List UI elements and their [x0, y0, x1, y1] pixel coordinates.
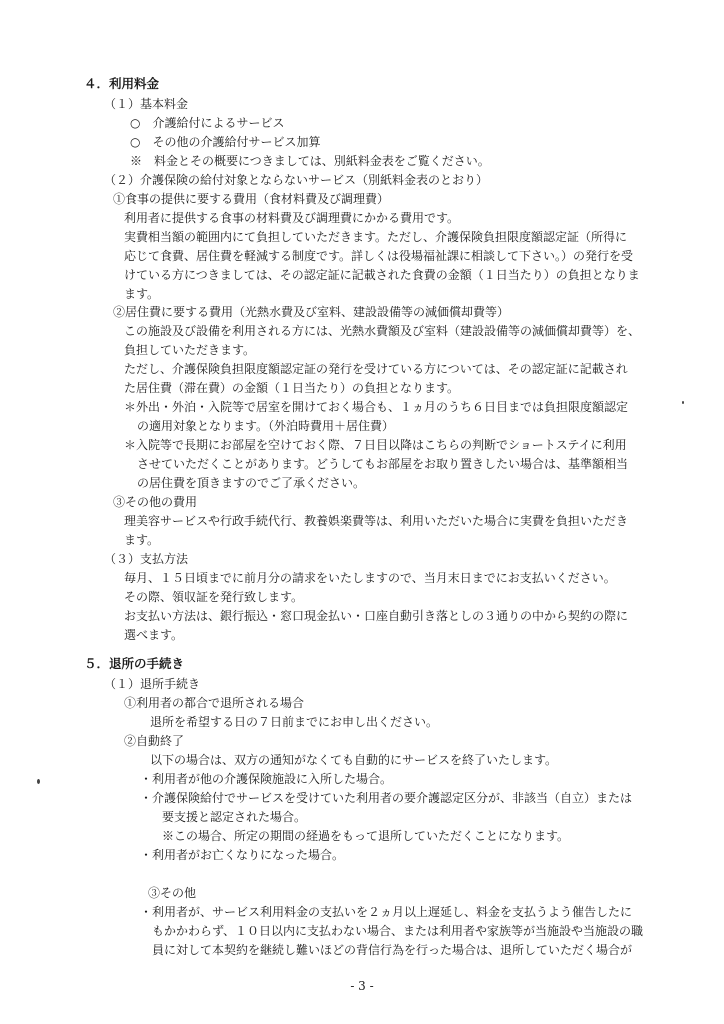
paragraph-line: この施設及び設備を利用される方には、光熱水費額及び室料（建設設備等の減価償却費等）を、: [124, 324, 641, 338]
section-5-title: ５．退所の手続き: [84, 656, 185, 671]
paragraph-line: 負担していただきます。: [124, 343, 256, 357]
other-cost-heading: ③その他の費用: [113, 495, 198, 509]
note-line: ＊入院等で長期にお部屋を空けておく際、７日目以降はこちらの判断でショートステイに利用: [124, 438, 627, 452]
list-item: ○ その他の介護給付サービス加算: [130, 135, 321, 149]
paragraph-line: 毎月、１５日頃までに前月分の請求をいたしますので、当月末日までにお支払いください。: [124, 571, 616, 585]
note-line: ＊外出・外泊・入院等で居室を開けておく場合も、１ヵ月のうち６日目までは負担限度額認定: [124, 400, 629, 414]
subsection-leaving: （１）退所手続き: [104, 677, 201, 691]
paragraph-line: 利用者に提供する食事の材料費及び調理費にかかる費用です。: [124, 211, 460, 225]
residence-cost-heading: ②居住費に要する費用（光熱水費及び室料、建設設備等の減価償却費等）: [113, 305, 510, 319]
page-number: - 3 -: [350, 979, 374, 993]
list-item: ・利用者が他の介護保険施設に入所した場合。: [140, 772, 393, 786]
paragraph-line: ます。: [124, 533, 160, 547]
paragraph-line: ます。: [124, 287, 160, 301]
list-item: 要支援と認定された場合。: [162, 810, 307, 824]
paragraph-line: けている方につきましては、その認定証に記載された食費の金額（１日当たり）の負担となりま: [124, 268, 640, 282]
paragraph-line: 退所を希望する日の７日前までにお申し出ください。: [150, 715, 439, 729]
paragraph-line: 理美容サービスや行政手続代行、教養娯楽費等は、利用いただいた場合に実費を負担いただき: [124, 514, 629, 528]
scan-speck: [682, 401, 684, 404]
paragraph-line: 実費相当額の範囲内にて負担していただきます。ただし、介護保険負担限度額認定証（所得に: [124, 230, 628, 244]
list-item: ※この場合、所定の期間の経過をもって退所していただくことになります。: [162, 829, 570, 843]
section-4-title: ４．利用料金: [84, 76, 160, 91]
scan-speck: [37, 779, 40, 784]
note-line: の居住費を頂きますのでご了承ください。: [137, 476, 366, 490]
paragraph-line: ただし、介護保険負担限度額認定証の発行を受けている方については、その認定証に記載され: [124, 362, 628, 376]
own-reason-heading: ①利用者の都合で退所される場合: [124, 696, 305, 710]
list-item: ・利用者がお亡くなりになった場合。: [140, 848, 345, 862]
paragraph-line: ・利用者が、サービス利用料金の支払いを２ヵ月以上遅延し、料金を支払うよう催告したに: [140, 905, 633, 919]
list-item: ※ 料金とその概要につきましては、別紙料金表をご覧ください。: [130, 154, 490, 168]
subsection-non-covered: （２）介護保険の給付対象とならないサービス（別紙料金表のとおり）: [104, 173, 489, 187]
note-line: の適用対象となります。（外泊時費用＋居住費）: [137, 419, 395, 433]
auto-termination-heading: ②自動終了: [124, 734, 185, 748]
list-item: ○ 介護給付によるサービス: [130, 116, 285, 130]
note-line: させていただくことがあります。どうしてもお部屋をお取り置きしたい場合は、基準額相当: [137, 457, 629, 471]
paragraph-line: もかかわらず、１０日以内に支払わない場合、または利用者や家族等が当施設や当施設の職: [152, 924, 644, 938]
paragraph-line: その際、領収証を発行致します。: [124, 590, 304, 604]
paragraph-line: 応じて食費、居住費を軽減する制度です。詳しくは役場福祉課に相談して下さい。）の発行を受: [124, 249, 634, 263]
paragraph-line: お支払い方法は、銀行振込・窓口現金払い・口座自動引き落としの３通りの中から契約の際に: [124, 609, 629, 623]
other-heading: ③その他: [148, 886, 197, 900]
list-item: ・介護保険給付でサービスを受けていた利用者の要介護認定区分が、非該当（自立）または: [140, 791, 633, 805]
paragraph-line: 選べます。: [124, 628, 184, 642]
subsection-basic-fee: （１）基本料金: [104, 97, 189, 111]
paragraph-line: た居住費（滞在費）の金額（１日当たり）の負担となります。: [124, 381, 460, 395]
subsection-payment: （３）支払方法: [104, 552, 189, 566]
paragraph-line: 員に対して本契約を継続し難いほどの背信行為を行った場合は、退所していただく場合が: [152, 943, 633, 957]
food-cost-heading: ①食事の提供に要する費用（食材料費及び調理費）: [113, 192, 390, 206]
paragraph-line: 以下の場合は、双方の通知がなくても自動的にサービスを終了いたします。: [150, 753, 558, 767]
